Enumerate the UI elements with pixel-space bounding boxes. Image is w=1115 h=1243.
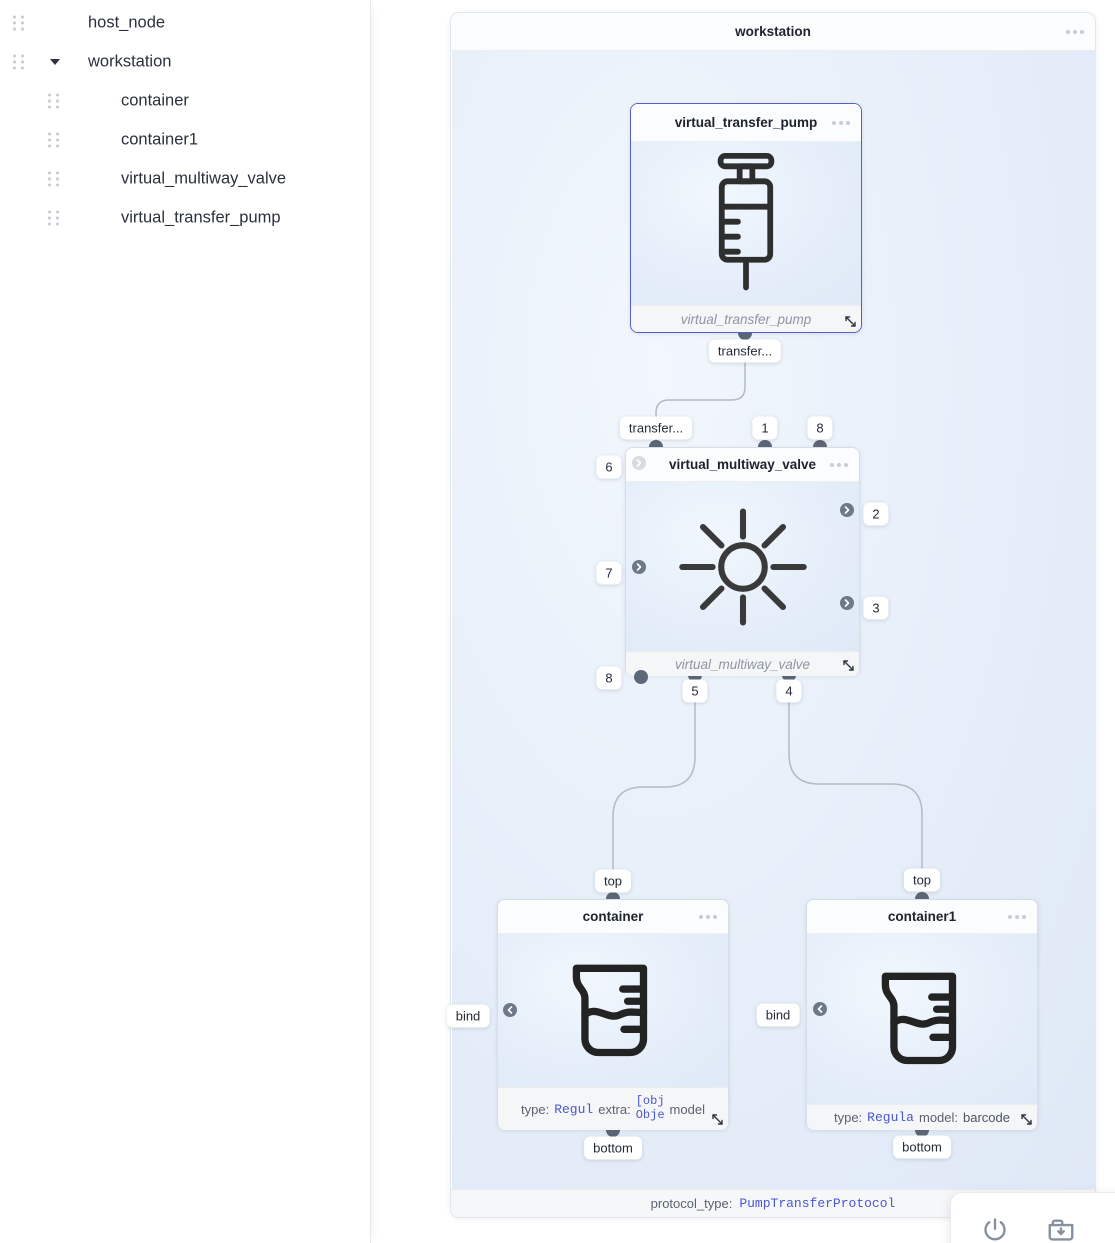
port-label-container-bottom: bottom	[584, 1137, 642, 1160]
type-label: type:	[833, 1110, 863, 1125]
port-label-valve-3: 3	[863, 597, 888, 620]
resize-icon[interactable]	[842, 659, 855, 672]
node-body	[498, 934, 728, 1087]
sidebar-item-host-node[interactable]	[0, 3, 370, 42]
more-options-icon[interactable]	[699, 915, 717, 919]
port-label-valve-4: 4	[776, 680, 801, 703]
port-label-container-bind: bind	[447, 1005, 490, 1028]
port-handle-valve-6[interactable]	[632, 456, 646, 470]
valve-icon	[677, 501, 809, 633]
tree-item-label[interactable]: host_node	[88, 13, 166, 31]
node-footer	[631, 305, 861, 332]
syringe-icon	[687, 149, 805, 299]
tree-item-label[interactable]: workstation	[88, 52, 172, 70]
node-footer	[626, 651, 859, 676]
folder-download-icon	[1046, 1215, 1076, 1243]
node-footer	[498, 1087, 728, 1130]
tree-item-label[interactable]: virtual_transfer_pump	[121, 208, 281, 226]
port-label-container1-top: top	[904, 869, 940, 892]
node-virtual-transfer-pump[interactable]	[630, 103, 862, 333]
drag-handle-icon[interactable]	[48, 93, 59, 108]
port-label-container-top: top	[595, 870, 631, 893]
node-footer-name: virtual_transfer_pump	[680, 311, 812, 327]
drag-handle-icon[interactable]	[48, 132, 59, 147]
port-handle-valve-8-left[interactable]	[634, 670, 648, 684]
port-handle-valve-2[interactable]	[840, 503, 854, 517]
node-header[interactable]	[626, 448, 859, 482]
port-label-valve-7: 7	[596, 562, 621, 585]
resize-icon[interactable]	[711, 1113, 724, 1126]
port-label-valve-8-top: 8	[807, 417, 832, 440]
node-body	[807, 934, 1037, 1104]
more-options-icon[interactable]	[1066, 30, 1084, 34]
beaker-icon	[552, 950, 674, 1072]
port-handle-valve-7[interactable]	[632, 560, 646, 574]
node-container[interactable]	[497, 899, 729, 1130]
chevron-left-icon	[813, 1002, 827, 1016]
power-icon	[980, 1215, 1010, 1243]
port-handle-container1-bind[interactable]	[813, 1002, 827, 1016]
port-label-valve-1: 1	[752, 417, 777, 440]
node-title: container	[582, 909, 644, 924]
model-value: barcode	[963, 1110, 1010, 1125]
workstation-title: workstation	[735, 24, 811, 39]
node-container1[interactable]	[806, 899, 1038, 1130]
more-options-icon[interactable]	[1008, 915, 1026, 919]
port-label-container1-bind: bind	[757, 1004, 800, 1027]
sidebar-item-virtual-multiway-valve[interactable]	[0, 159, 370, 198]
port-label-pump-out: transfer...	[709, 340, 781, 363]
sidebar-tree	[0, 0, 371, 1243]
type-value: Regula	[867, 1110, 914, 1125]
port-label-valve-2: 2	[863, 503, 888, 526]
protocol-type-value: PumpTransferProtocol	[739, 1196, 896, 1211]
chevron-right-icon	[632, 560, 646, 574]
type-label: type:	[521, 1101, 550, 1117]
protocol-type-label: protocol_type:	[650, 1196, 733, 1211]
sidebar-item-container1[interactable]	[0, 120, 370, 159]
port-handle-valve-3[interactable]	[840, 596, 854, 610]
power-button[interactable]	[979, 1214, 1011, 1243]
node-virtual-multiway-valve[interactable]	[625, 447, 860, 675]
caret-down-icon[interactable]	[50, 59, 60, 65]
tree-item-label[interactable]: virtual_multiway_valve	[121, 169, 287, 187]
node-footer	[807, 1104, 1037, 1130]
node-fields	[807, 1110, 1037, 1125]
sidebar-item-virtual-transfer-pump[interactable]	[0, 198, 370, 237]
node-title: virtual_transfer_pump	[674, 115, 818, 130]
port-label-valve-8-left: 8	[596, 667, 621, 690]
extra-label: extra:	[598, 1101, 631, 1117]
resize-icon[interactable]	[844, 315, 857, 328]
more-options-icon[interactable]	[830, 463, 848, 467]
drag-handle-icon[interactable]	[13, 54, 24, 69]
node-body	[626, 482, 859, 651]
more-options-icon[interactable]	[832, 121, 850, 125]
chevron-left-icon	[503, 1003, 517, 1017]
workstation-header[interactable]	[451, 13, 1095, 51]
node-title: virtual_multiway_valve	[668, 457, 817, 472]
drag-handle-icon[interactable]	[48, 210, 59, 225]
folder-download-button[interactable]	[1045, 1214, 1077, 1243]
resize-icon[interactable]	[1020, 1113, 1033, 1126]
tree-item-label[interactable]: container1	[121, 130, 199, 148]
node-fields	[498, 1095, 728, 1123]
canvas-toolbar	[950, 1192, 1115, 1243]
drag-handle-icon[interactable]	[48, 171, 59, 186]
clipboard-button[interactable]	[1111, 1214, 1115, 1243]
extra-value: [obj Obje	[635, 1095, 665, 1122]
node-header[interactable]	[498, 900, 728, 934]
node-body	[631, 142, 861, 305]
type-value: Regul	[554, 1101, 594, 1117]
beaker-icon	[861, 958, 983, 1080]
model-label: model	[669, 1101, 705, 1117]
sidebar-item-container[interactable]	[0, 81, 370, 120]
chevron-right-icon	[840, 596, 854, 610]
sidebar-item-workstation[interactable]	[0, 42, 370, 81]
port-label-valve-transfer: transfer...	[620, 417, 692, 440]
chevron-right-icon	[632, 456, 646, 470]
drag-handle-icon[interactable]	[13, 15, 24, 30]
tree-item-label[interactable]: container	[121, 91, 189, 109]
node-title: container1	[887, 909, 957, 924]
chevron-right-icon	[840, 503, 854, 517]
port-handle-container-bind[interactable]	[503, 1003, 517, 1017]
node-header[interactable]	[807, 900, 1037, 934]
port-label-valve-5: 5	[682, 680, 707, 703]
node-footer-name: virtual_multiway_valve	[674, 656, 811, 672]
node-header[interactable]	[631, 104, 861, 142]
port-label-container1-bottom: bottom	[893, 1136, 951, 1159]
port-label-valve-6: 6	[596, 456, 621, 479]
model-label: model:	[918, 1110, 959, 1125]
